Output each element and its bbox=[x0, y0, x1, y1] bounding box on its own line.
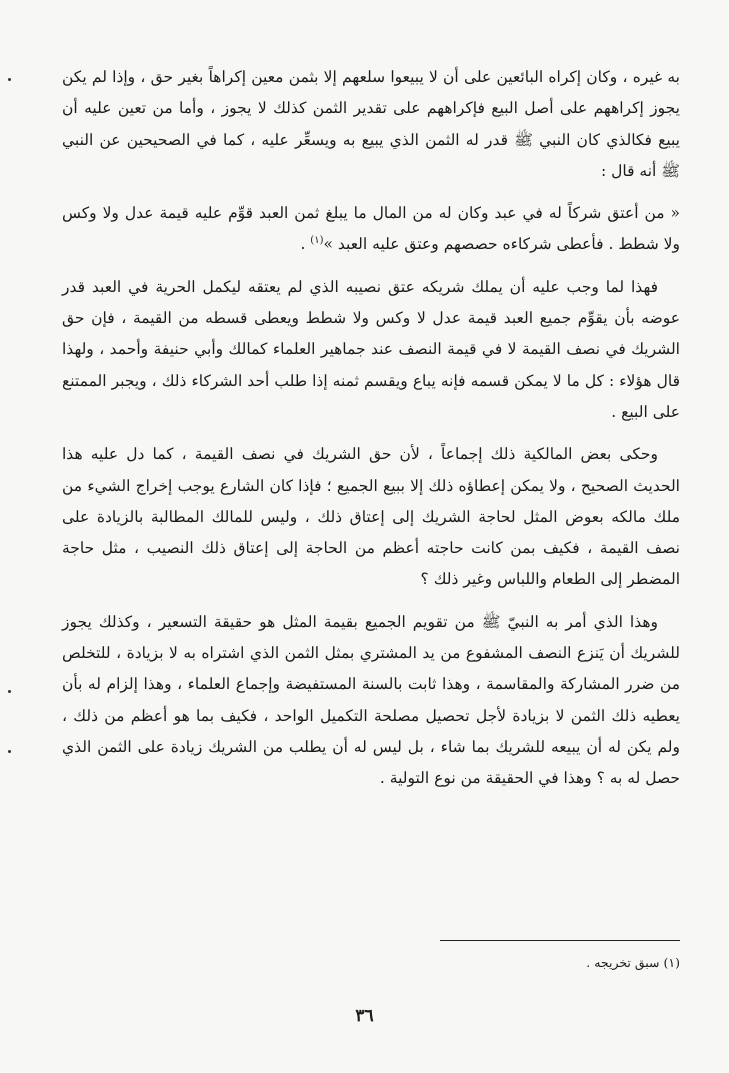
paragraph-5: وهذا الذي أمر به النبيّ ﷺ من تقويم الجميع بقيمة المثل هو حقيقة التسعير ، وكذلك يجوز للشريك أن يَنزع النصف المشفوع من يد المشتري بمثل الثمن الذي اشتراه به لا بزيادة ، للتخلص من ضرر المشاركة والمقاسمة ، وهذا ثابت بالسنة المستفيضة وإجماع العلماء ، وهذا إلزام له بأن يعطيه ذلك الثمن لا بزيادة لأجل تحصيل مصلحة التكميل الواحد ، فكيف بما هو أعظم من ذلك ، ولم يكن له أن يبيعه للشريك بما شاء ، بل ليس له أن يطلب من الشريك زيادة على الثمن الذي حصل له به ؟ وهذا في الحقيقة من نوع التولية . bbox=[62, 612, 680, 788]
hadith-text: « من أعتق شركاً له في عبد وكان له من المال ما يبلغ ثمن العبد قوِّم عليه قيمة عدل ولا وكس ولا شطط . فأعطى شركاءه حصصهم وعتق عليه العبد » bbox=[62, 204, 680, 254]
scan-speck bbox=[8, 750, 11, 753]
hadith-quote bbox=[62, 198, 680, 261]
footnote: (١) سبق تخريجه . bbox=[586, 955, 680, 970]
scan-speck bbox=[8, 690, 11, 693]
footnote-divider bbox=[440, 940, 680, 941]
hadith-end: . bbox=[300, 235, 311, 254]
paragraph-3: فهذا لما وجب عليه أن يملك شريكه عتق نصيبه الذي لم يعتقه ليكمل الحرية في العبد قدر عوضه بأن يقوِّم جميع العبد قيمة عدل لا وكس ولا شطط ويعطى قسطه من القيمة ، فإن حق الشريك في نصف القيمة لا في قيمة النصف عند جماهير العلماء كمالك وأبي حنيفة وأحمد ، ولهذا قال هؤلاء : كل ما لا يمكن قسمه فإنه يباع ويقسم ثمنه إذا طلب أحد الشركاء ذلك ، ويجبر الممتنع على البيع . bbox=[62, 277, 680, 421]
page-number: ٣٦ bbox=[355, 1006, 374, 1026]
paragraph-1: به غيره ، وكان إكراه البائعين على أن لا يبيعوا سلعهم إلا بثمن معين إكراهاً بغير حق ، وإذا لم يكن يجوز إكراههم على أصل البيع فإكراههم على تقدير الثمن كذلك لا يجوز ، وأما من تعين عليه أن يبيع فكالذي كان النبي ﷺ قدر له الثمن الذي يبيع به ويسعِّر عليه ، كما في الصحيحين عن النبي ﷺ أنه قال : bbox=[62, 68, 680, 180]
paragraph-4: وحكى بعض المالكية ذلك إجماعاً ، لأن حق الشريك في نصف القيمة ، كما دل عليه هذا الحديث الصحيح ، ولا يمكن إعطاؤه ذلك إلا ببيع الجميع ؛ فإذا كان الشارع يوجب إخراج الشيء من ملك مالكه بعوض المثل لحاجة الشريك إلى إعتاق ذلك ، وليس للمالك المطالبة بالزيادة على نصف القيمة ، فكيف بمن كانت حاجته أعظم من الحاجة إلى إعتاق ذلك النصيب ، مثل حاجة المضطر إلى الطعام واللباس وغير ذلك ؟ bbox=[62, 445, 680, 589]
footnote-reference: (١) bbox=[310, 235, 324, 247]
page-body bbox=[62, 62, 680, 795]
scan-speck bbox=[8, 78, 11, 81]
